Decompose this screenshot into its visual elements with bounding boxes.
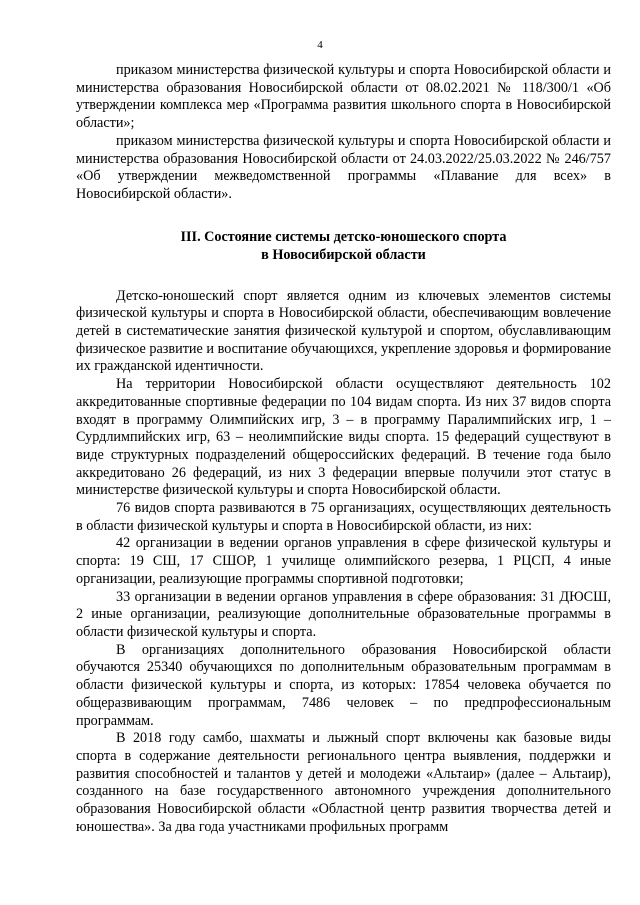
paragraph-students-count: В организациях дополнительного образования Новосибирской области обучаются 25340 обучающихся по дополнительным образовательным программам в области физической культуры и спорта, из которых: 17854 человека обучается по общеразвивающим программам, 7486 человек – по предпрофессиональным программам. <box>76 641 611 729</box>
intro-paragraph-order-school-sport: приказом министерства физической культуры и спорта Новосибирской области и министерства образования Новосибирской области от 08.02.2021 № 118/300/1 «Об утверждении комплекса мер «Программа развития школьного спорта в Новосибирской области»; <box>76 62 611 132</box>
paragraph-altair-center: В 2018 году самбо, шахматы и лыжный спорт включены как базовые виды спорта в содержание деятельности регионального центра выявления, поддержки и развития способностей и талантов у детей и молодежи «Альтаир» (далее – Альтаир), созданного на базе государственного автономного учреждения дополнительного образования Новосибирской области «Областной центр развития творчества детей и юношества». За два года участниками профильных программ <box>76 730 611 835</box>
paragraph-sport-organizations: 76 видов спорта развиваются в 75 организациях, осуществляющих деятельность в области физической культуры и спорта в Новосибирской области, из них: <box>76 500 611 534</box>
paragraph-sport-management-organizations: 42 организации в ведении органов управления в сфере физической культуры и спорта: 19 СШ, 17 СШОР, 1 училище олимпийского резерва, 1 РЦСП, 4 иные организации, реализующие программы спортивной подготовки; <box>76 535 611 587</box>
intro-paragraph-order-swimming: приказом министерства физической культуры и спорта Новосибирской области и министерства образования Новосибирской области от 24.03.2022/25.03.2022 № 246/757 «Об утверждении межведомственной программы «Плавание для всех» в Новосибирской области». <box>76 132 611 202</box>
paragraph-education-management-organizations: 33 организации в ведении органов управления в сфере образования: 31 ДЮСШ, 2 иные организации, реализующие дополнительные образовательные программы в области физической культуры и спорта. <box>76 588 611 640</box>
section-heading-line-1: III. Состояние системы детско-юношеского спорта <box>180 228 507 245</box>
paragraph-youth-sport-role: Детско-юношеский спорт является одним из ключевых элементов системы физической культуры и спорта в Новосибирской области, обеспечивающим вовлечение детей в систематические занятия физической культурой и спортом, обуславливающим физическое развитие и воспитание обучающихся, укрепление здоровья и формирование их гражданской идентичности. <box>76 287 611 375</box>
page-number: 4 <box>317 39 323 51</box>
section-heading <box>76 228 611 264</box>
document-body <box>76 62 611 836</box>
paragraph-sport-federations: На территории Новосибирской области осуществляют деятельность 102 аккредитованные спортивные федерации по 104 видам спорта. Из них 37 видов спорта входят в программу Олимпийских игр, 3 – в программу Паралимпийских игр, 1 – Сурдлимпийских игр, 63 – неолимпийские виды спорта. 15 федераций существуют в виде структурных подразделений общероссийских федераций. В течение года было аккредитовано 26 федераций, из них 3 федерации впервые получили этот статус в министерстве физической культуры и спорта Новосибирской области. <box>76 376 611 499</box>
section-heading-line-2: в Новосибирской области <box>261 246 426 263</box>
